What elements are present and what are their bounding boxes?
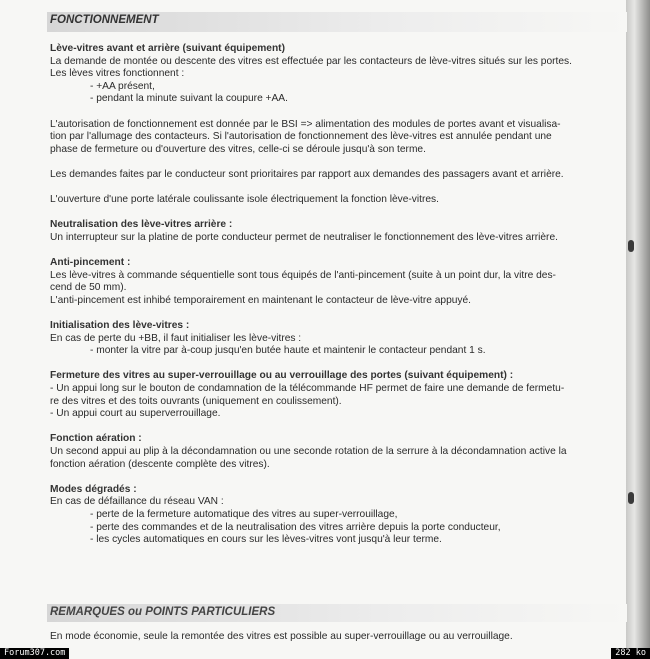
section-heading: Fermeture des vitres au super-verrouillage ou au verrouillage des portes (suivant équipement) :: [50, 370, 514, 382]
body-line: phase de fermeture ou d'ouverture des vitres, celle-ci se déroule jusqu'à son terme.: [50, 143, 426, 155]
body-line: - Un appui court au superverrouillage.: [50, 408, 221, 420]
body-line: Les demandes faites par le conducteur sont prioritaires par rapport aux demandes des passagers avant et arrière.: [50, 168, 564, 180]
body-line: En cas de perte du +BB, il faut initialiser les lève-vitres :: [50, 332, 302, 344]
remarks-text: En mode économie, seule la remontée des vitres est possible au super-verrouillage ou au verrouillage.: [50, 631, 513, 642]
body-line: Les lèves vitres fonctionnent :: [50, 68, 185, 80]
file-size-label: 282 ko: [611, 648, 650, 659]
section-heading: Modes dégradés :: [50, 483, 137, 495]
bullet-item: - pendant la minute suivant la coupure +AA.: [90, 93, 288, 105]
body-line: tion par l'allumage des contacteurs. Si l'autorisation de fonctionnement des lève-vitres est annulée pendant une: [50, 131, 552, 143]
body-line: L'autorisation de fonctionnement est donnée par le BSI => alimentation des modules de portes avant et visualisa-: [50, 118, 561, 130]
body-line: L'anti-pincement est inhibé temporairement en maintenant le contacteur de lève-vitre appuyé.: [50, 294, 472, 306]
binding-mark: [628, 492, 634, 504]
body-line: Un interrupteur sur la platine de porte conducteur permet de neutraliser le fonctionnement des lève-vitres arrière.: [50, 231, 558, 243]
body-line: Les lève-vitres à commande séquentielle sont tous équipés de l'anti-pincement (suite à un point dur, la vitre des-: [50, 269, 556, 281]
body-line: L'ouverture d'une porte latérale coulissante isole électriquement la fonction lève-vitres.: [50, 194, 439, 206]
body-line: re des vitres et des toits ouvrants (uniquement en coulissement).: [50, 395, 342, 407]
bullet-item: - perte des commandes et de la neutralisation des vitres arrière depuis la porte conducteur,: [90, 521, 501, 533]
body-line: La demande de montée ou descente des vitres est effectuée par les contacteurs de lève-vitres situés sur les portes.: [50, 55, 572, 67]
page-binding-edge: [626, 0, 650, 659]
section-heading: Neutralisation des lève-vitres arrière :: [50, 219, 233, 231]
bullet-item: - les cycles automatiques en cours sur les lèves-vitres vont jusqu'à leur terme.: [90, 534, 442, 546]
binding-mark: [628, 240, 634, 252]
body-line: En cas de défaillance du réseau VAN :: [50, 496, 224, 508]
page-title: FONCTIONNEMENT: [50, 14, 159, 26]
remarks-title: REMARQUES ou POINTS PARTICULIERS: [50, 606, 276, 618]
section-heading: Anti-pincement :: [50, 257, 131, 269]
bullet-item: - +AA présent,: [90, 80, 155, 92]
body-line: - Un appui long sur le bouton de condamnation de la télécommande HF permet de faire une demande de fermetu-: [50, 383, 565, 395]
bullet-item: - monter la vitre par à-coup jusqu'en butée haute et maintenir le contacteur pendant 1 s.: [90, 345, 486, 357]
section-heading: Fonction aération :: [50, 433, 142, 445]
document-body: [50, 43, 628, 547]
source-watermark: Forum307.com: [0, 648, 69, 659]
bullet-item: - perte de la fermeture automatique des vitres au super-verrouillage,: [90, 508, 398, 520]
body-line: fonction aération (descente complète des vitres).: [50, 458, 270, 470]
section-heading: Initialisation des lève-vitres :: [50, 320, 190, 332]
section-heading: Lève-vitres avant et arrière (suivant équipement): [50, 43, 285, 54]
body-line: cend de 50 mm).: [50, 282, 127, 294]
body-line: Un second appui au plip à la décondamnation ou une seconde rotation de la serrure à la décondamnation active la: [50, 446, 567, 457]
